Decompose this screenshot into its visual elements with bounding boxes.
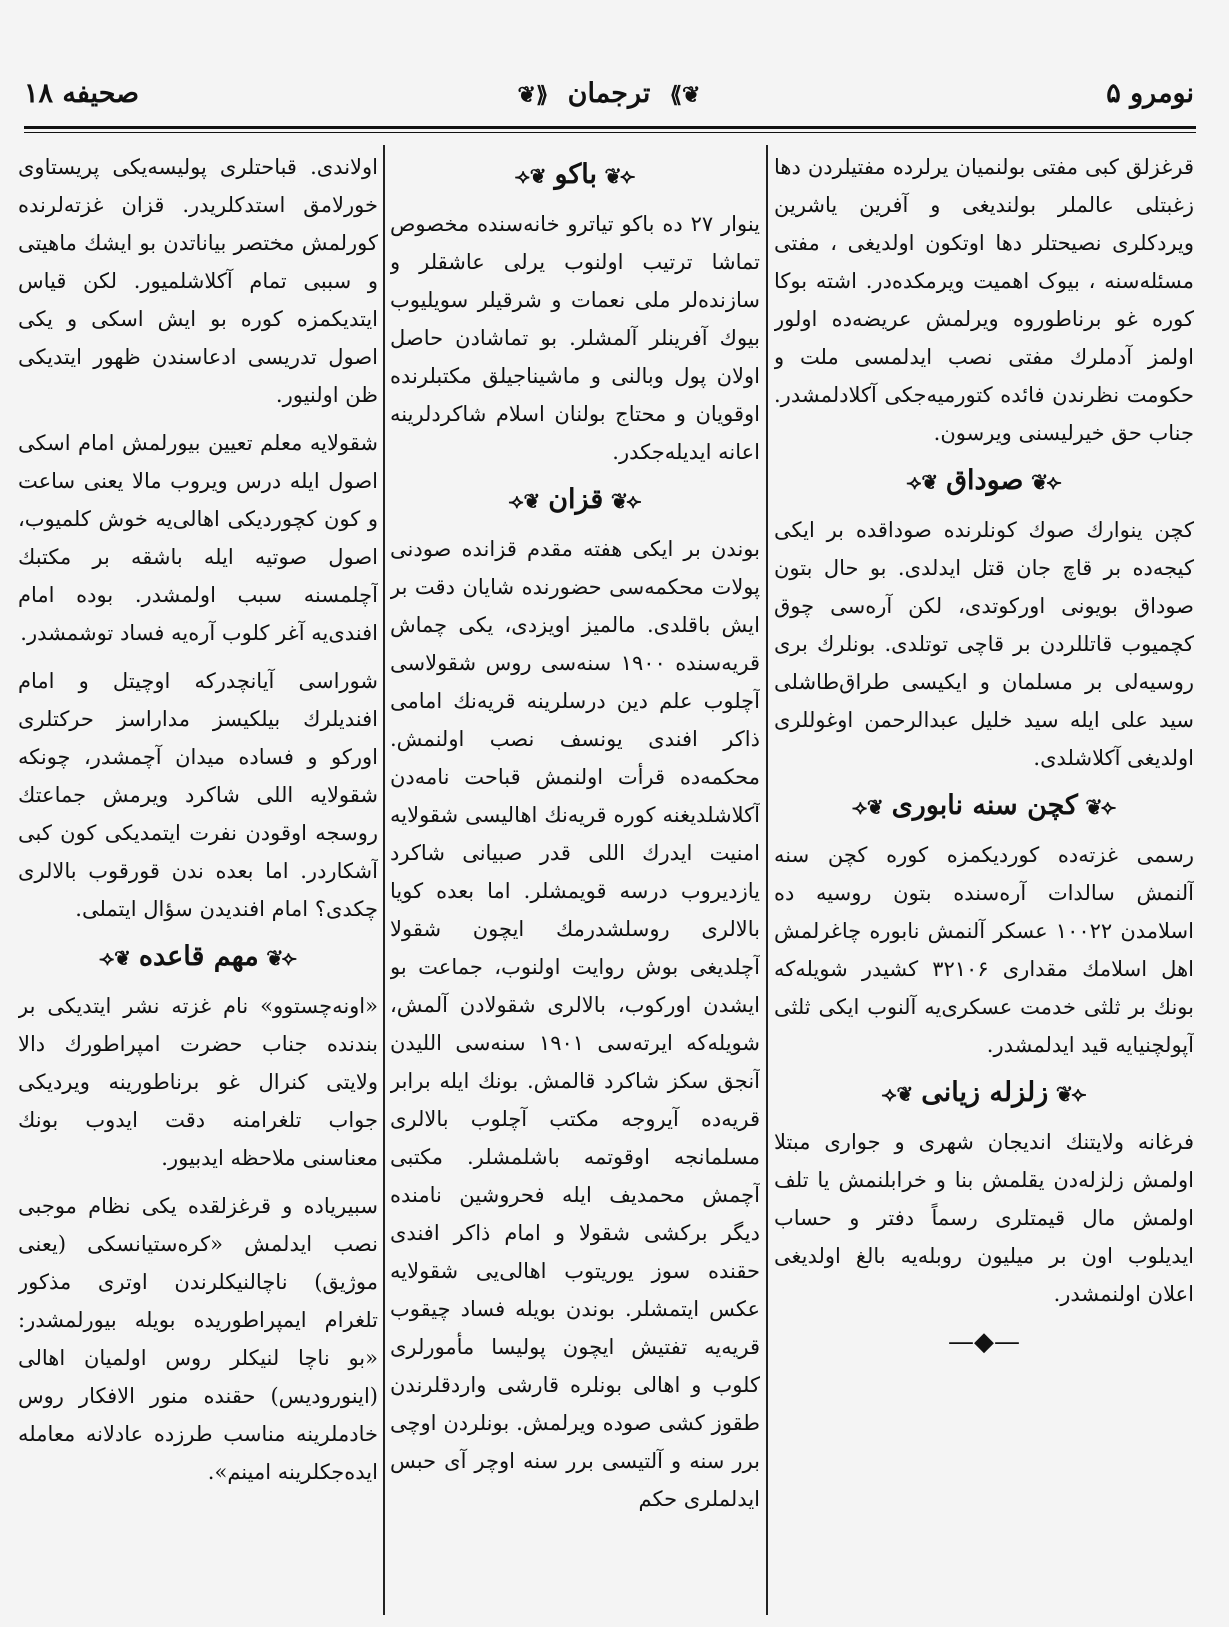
article-paragraph: بوندن بر ایکی هفته مقدم قزانده صودنی پولات محکمه‌سی حضورنده شایان دقت بر ایش باقلدی. مالمیز اویزدی، یکی چماش قریه‌سنده ۱۹۰۰ سنه‌سی روس شقولاسی آچلوب علم دین درسلرینه قریه‌نك امامی ذاکر افندی یونسف نصب اولنمش. محکمه‌ده قرأت اولنمش قباحت نامه‌دن آکلاشلدیغنه کوره قریه‌نك اهالیسی شقولایه امنیت ایدرك اللی قدر صبیانی شاکرد یازدیروب درسه قویمشلر. اما بعده کویا بالالری روسلشدرمك ایچون شقولا آچلدیغی بوش روایت اولنوب، جماعت بو ایشدن اورکوب، بالالری شقولادن آلمش، شویله‌که ایرته‌سی ۱۹۰۱ سنه‌سی اللیدن آنجق سکز شاکرد قالمش. بونك ایله برابر قریه‌ده آیروجه مکتب آچلوب بالالری مسلمانجه اوقوتمه باشلمشلر. مکتبی آچمش محمدیف ایله فحروشین نامنده دیگر برکشی شقولا و امام ذاکر افندی حقنده سوز یوریتوب اهالی‌یی شقولایه عکس ایتمشلر. بوندن بویله فساد چیقوب قریه‌یه تفتیش ایچون پولیسا مأمورلری کلوب و اهالی بونلره قارشی واردقلرندن طقوز کشی صوده ویرلمش. بونلردن اوچی برر سنه و آلتیسی برر سنه اوچر آی حبس ایدلملری حکم xyxy=(390,537,760,1511)
column-left xyxy=(18,148,378,1608)
heading-ornament-icon: ⟢❦ xyxy=(605,164,636,188)
section-heading xyxy=(774,787,1194,826)
article-paragraph: «اونه‌چستوو» نام غزته نشر ایتدیکی بر بندنده جناب حضرت امپراطورك دالا ولایتی کنرال غو برناطورینه ویردیکی جواب تلغرامنه دقت ایدوب بونك معناسنی ملاحظه ایدبیور. xyxy=(18,994,378,1170)
article-paragraph: قرغزلق کبی مفتی بولنمیان یرلرده مفتیلردن دها زغبتلی عالملر بولندیغی و آفرین یاشرین ویردکلری نصیحتلر دها اوتکون اولدیغی ، مفتی مسئله‌سنه ، بیوک اهمیت ویرمکده‌در. اشته بوکا کوره غو برناطوروه ویرلمش عریضه‌ده اولور اولمز آدملرك مفتی نصب ایدلمسی ملت و حکومت نظرندن فائده کتورمیه‌جکی آکلادلمشدر. جناب حق خیرلیسنی ویرسون. xyxy=(774,155,1194,445)
column-divider-right xyxy=(766,145,768,1615)
article-paragraph: سبیریاده و قرغزلقده یکی نظام موجبی نصب ایدلمش «کره‌ستیانسکی (یعنی موژیق) ناچالنیکلرندن اوتری مذکور تلغرام ایمپراطوریده بویله بیورلمشدر: «بو ناچا لنیکلر روس اولمیان اهالی (اینورودیس) حقنده منور الافکار روس خادملرینه مناسب طرزده عادلانه معامله ایده‌جکلرینه امینم». xyxy=(18,1194,378,1484)
heading-text: باکو xyxy=(554,159,598,190)
masthead-ornament-right: ❦⟫ xyxy=(669,82,701,108)
heading-ornament-icon: ❦⟣ xyxy=(906,470,939,494)
end-ornament-icon: —◆— xyxy=(948,1327,1020,1357)
heading-text: قزان xyxy=(548,484,604,515)
header-rule xyxy=(24,126,1196,129)
section-heading xyxy=(18,938,378,977)
heading-ornament-icon: ⟢❦ xyxy=(1056,1082,1087,1106)
masthead-ornament-left: ⟪❦ xyxy=(517,82,549,108)
article-paragraph: اولاندی. قباحتلری پولیسه‌یکی پریستاوی خورلامق استدکلریدر. قزان غزته‌لرنده کورلمش مختصر بیاناتدن بو ایشك ماهیتی و سببی تمام آکلاشلمیور. لکن قیاس ایتدیکمزه کوره بو ایش اسکی و یکی اصول تدریسی ادعاسندن ظهور ایتدیکی ظن اولنیور. xyxy=(18,155,378,407)
column-divider-left xyxy=(383,145,385,1615)
heading-text: زلزله زیانی xyxy=(921,1077,1049,1108)
section-heading xyxy=(390,156,760,195)
column-right xyxy=(774,148,1194,1608)
section-heading xyxy=(774,462,1194,501)
heading-ornament-icon: ⟢❦ xyxy=(611,489,642,513)
masthead-title-group xyxy=(508,78,711,109)
page-number: صحیفه ۱۸ xyxy=(24,78,140,109)
heading-ornament-icon: ❦⟣ xyxy=(514,164,547,188)
heading-text: صوداق xyxy=(946,465,1024,496)
heading-ornament-icon: ❦⟣ xyxy=(99,946,131,970)
heading-text: مهم قاعده xyxy=(138,941,259,972)
heading-ornament-icon: ❦⟣ xyxy=(881,1082,914,1106)
article-paragraph: شوراسی آیانچدرکه اوچیتل و امام افندیلرك بیلکیسز مداراسز حرکتلری اورکو و فساده میدان آچمشدر، چونکه شقولایه اللی شاکرد ویرمش جماعتك روسجه اوقودن نفرت ایتمدیکی کون کبی آشکاردر. اما بعده ندن قورقوب بالالری چکدی؟ امام افندیدن سؤال ایتملی. xyxy=(18,669,378,921)
article-paragraph: شقولایه معلم تعیین بیورلمش امام اسکی اصول ایله درس ویروب مالا یعنی ساعت و کون کچوردیکی اهالی‌یه خوش کلمیوب، اصول صوتیه ایله باشقه بر مکتبك آچلمسنه سبب اولمشدر. بوده امام افندی‌یه آغر کلوب آره‌یه فساد توشمشدر. xyxy=(18,431,378,645)
article-paragraph: فرغانه ولایتنك اندیجان شهری و جواری مبتلا اولمش زلزله‌دن یقلمش بنا و خرابلنمش یا تلف اولمش مال قیمتلری رسماً دفتر و حساب ایدیلوب اون بر میلیون روبله‌یه بالغ اولدیغی اعلان اولنمشدر. xyxy=(774,1130,1194,1306)
article-paragraph: کچن ینوارك صوك کونلرنده صوداقده بر ایکی کیجه‌ده بر قاچ جان قتل ایدلدی. بو حال بتون صوداق بویونی اورکوتدی، لکن آره‌سی چوق کچمیوب قاتللردن بر قاچی توتلدی. بونلرك بری روسیه‌لی بر مسلمان و ایکیسی طراق‌طاشلی سید علی ایله سید خلیل عبدالرحمن اوغوللری اولدیغی آکلاشلدی. xyxy=(774,518,1194,770)
heading-ornament-icon: ❦⟣ xyxy=(508,489,541,513)
header-rule-thin xyxy=(24,132,1196,133)
page-header xyxy=(24,72,1194,122)
heading-ornament-icon: ⟢❦ xyxy=(266,946,297,970)
heading-text: کچن سنه نابوری xyxy=(891,790,1078,821)
heading-ornament-icon: ❦⟣ xyxy=(852,795,884,819)
section-heading xyxy=(774,1074,1194,1113)
article-paragraph: ینوار ۲۷ ده باکو تیاترو خانه‌سنده مخصوص تماشا ترتیب اولنوب یرلی عاشقلر و سازنده‌لر ملی نعمات و شرقیلر سویلیوب بیوك آفرینلر آلمشلر. بو تماشادن حاصل اولان پول وبالنی و ماشیناجیلق مکتبلرنده اوقویان و محتاج بولنان اسلام شاکردلرینه اعانه ایدیله‌جکدر. xyxy=(390,212,760,464)
section-heading xyxy=(390,481,760,520)
article-paragraph: رسمی غزته‌ده کوردیکمزه کوره کچن سنه آلنمش سالدات آره‌سنده بتون روسیه ده اسلامدن ۱۰۰۲۲ عسکر آلنمش نابوره چاغرلمش اهل اسلامك مقداری ۳۲۱۰۶ کشیدر شویله‌که بونك بر ثلثی خدمت عسکری‌یه آلنوب ایکی ثلثی آپولچنیایه قید ایدلمشدر. xyxy=(774,843,1194,1057)
masthead-title: ترجمان xyxy=(567,78,651,109)
issue-number: نومرو ۵ xyxy=(1106,78,1194,109)
column-middle xyxy=(390,148,760,1608)
heading-ornament-icon: ⟢❦ xyxy=(1085,795,1116,819)
heading-ornament-icon: ⟢❦ xyxy=(1031,470,1062,494)
